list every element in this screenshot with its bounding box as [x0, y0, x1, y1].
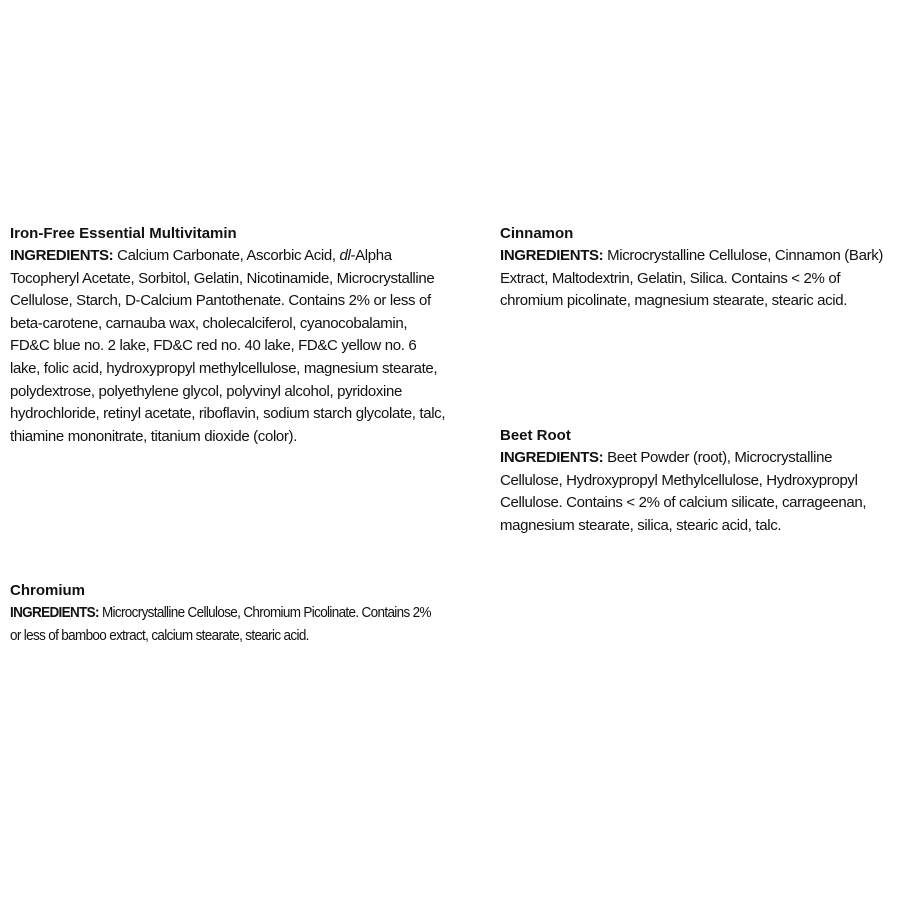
multivitamin-ingredients-italic: dl	[339, 247, 351, 264]
chromium-section	[10, 580, 450, 647]
beetroot-section	[500, 425, 895, 537]
cinnamon-ingredients	[500, 245, 895, 313]
beetroot-title: Beet Root	[500, 427, 571, 444]
multivitamin-ingredients-text-2: -Alpha Tocopheryl Acetate, Sorbitol, Gelatin, Nicotinamide, Microcrystalline Cellulose, Starch, D-Calcium Pantothenate. Contains 2% or less of beta-carotene, carnauba wax, cholecalciferol, cyanocobalamin, FD&C blue no. 2 lake, FD&C red no. 40 lake, FD&C yellow no. 6 lake, folic acid, hydroxypropyl methylcellulose, magnesium stearate, polydextrose, polyethylene glycol, polyvinyl alcohol, pyridoxine hydrochloride, retinyl acetate, riboflavin, sodium starch glycolate, talc, thiamine mononitrate, titanium dioxide (color).	[10, 247, 446, 445]
beetroot-ingredients-text: Beet Powder (root), Microcrystalline Cellulose, Hydroxypropyl Methylcellulose, Hydroxypropyl Cellulose. Contains < 2% of calcium silicate, carrageenan, magnesium stearate, silica, stearic acid, talc.	[500, 449, 867, 534]
cinnamon-section	[500, 223, 895, 313]
chromium-ingredients-label: INGREDIENTS:	[10, 605, 99, 621]
multivitamin-ingredients-label: INGREDIENTS:	[10, 247, 114, 264]
beetroot-ingredients	[500, 447, 895, 537]
multivitamin-title: Iron-Free Essential Multivitamin	[10, 225, 237, 242]
cinnamon-ingredients-label: INGREDIENTS:	[500, 247, 604, 264]
chromium-title: Chromium	[10, 582, 85, 599]
multivitamin-ingredients-text-1: Calcium Carbonate, Ascorbic Acid,	[113, 247, 340, 264]
cinnamon-title: Cinnamon	[500, 225, 574, 242]
cinnamon-ingredients-text: Microcrystalline Cellulose, Cinnamon (Bark) Extract, Maltodextrin, Gelatin, Silica. Contains < 2% of chromium picolinate, magnesium stearate, stearic acid.	[500, 247, 884, 310]
multivitamin-ingredients	[10, 245, 448, 448]
chromium-ingredients	[10, 602, 438, 647]
chromium-ingredients-text: Microcrystalline Cellulose, Chromium Picolinate. Contains 2% or less of bamboo extract, calcium stearate, stearic acid.	[10, 605, 431, 644]
beetroot-ingredients-label: INGREDIENTS:	[500, 449, 604, 466]
multivitamin-section	[10, 223, 450, 448]
